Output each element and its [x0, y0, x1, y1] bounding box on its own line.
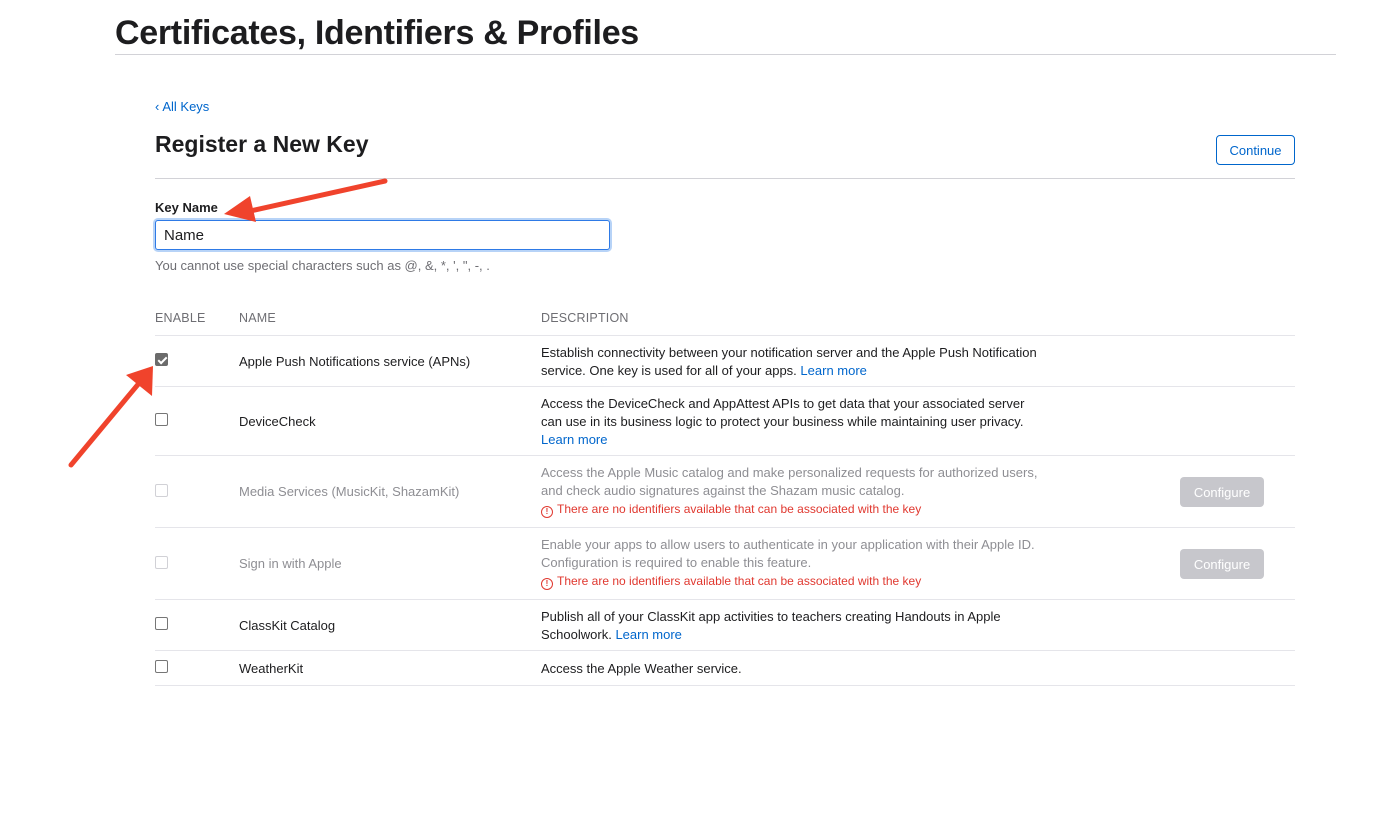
- row-divider: [155, 650, 1295, 651]
- page-title: Certificates, Identifiers & Profiles: [115, 14, 639, 52]
- section-title: Register a New Key: [155, 131, 369, 157]
- all-keys-back-link[interactable]: [155, 99, 209, 114]
- service-description: Publish all of your ClassKit app activities to teachers creating Handouts in Apple Schoolwork. Learn more: [541, 609, 1001, 642]
- service-description: Access the Apple Music catalog and make personalized requests for authorized users, and check audio signatures against the Shazam music catalog.: [541, 465, 1038, 498]
- service-name: Apple Push Notifications service (APNs): [239, 354, 471, 369]
- row-divider: [155, 685, 1295, 686]
- column-header-enable: ENABLE: [155, 311, 206, 325]
- service-name: Media Services (MusicKit, ShazamKit): [239, 484, 460, 499]
- enable-checkbox-classkit[interactable]: [155, 617, 168, 630]
- column-header-description: DESCRIPTION: [541, 311, 629, 325]
- enable-checkbox-media-services: [155, 484, 168, 497]
- configure-button-media-services[interactable]: Configure: [1180, 477, 1264, 507]
- title-divider: [115, 54, 1336, 55]
- red-arrow-icon: [224, 181, 385, 222]
- learn-more-link[interactable]: Learn more: [541, 432, 608, 447]
- enable-checkbox-sign-in-with-apple: [155, 556, 168, 569]
- all-keys-link-label: All Keys: [162, 99, 210, 114]
- row-divider: [155, 599, 1295, 600]
- service-name: Sign in with Apple: [239, 556, 342, 571]
- enable-checkbox-apns[interactable]: [155, 353, 168, 366]
- service-name: WeatherKit: [239, 661, 304, 676]
- table-divider: [155, 335, 1295, 336]
- exclamation-circle-icon: !: [541, 506, 553, 518]
- row-divider: [155, 455, 1295, 456]
- service-description: Establish connectivity between your notification server and the Apple Push Notification service. One key is used for all of your apps. Learn more: [541, 345, 1037, 378]
- chevron-left-icon: ‹: [155, 99, 160, 114]
- key-name-input[interactable]: [155, 220, 610, 250]
- red-arrow-icon: [71, 366, 153, 465]
- continue-button[interactable]: Continue: [1216, 135, 1295, 165]
- exclamation-circle-icon: !: [541, 578, 553, 590]
- service-description: Enable your apps to allow users to authenticate in your application with their Apple ID. Configuration is required to enable this feature.: [541, 537, 1035, 570]
- enable-checkbox-devicecheck[interactable]: [155, 413, 168, 426]
- row-divider: [155, 527, 1295, 528]
- service-description: Access the Apple Weather service.: [541, 661, 742, 676]
- row-divider: [155, 386, 1295, 387]
- key-name-hint: You cannot use special characters such as @, &, *, ', ", -, .: [155, 258, 490, 273]
- key-name-label: Key Name: [155, 200, 218, 215]
- service-description: Access the DeviceCheck and AppAttest APIs to get data that your associated server can use in its business logic to protect your business while maintaining user privacy. Learn more: [541, 396, 1025, 447]
- learn-more-link[interactable]: Learn more: [800, 363, 867, 378]
- service-name: DeviceCheck: [239, 414, 316, 429]
- enable-checkbox-weatherkit[interactable]: [155, 660, 168, 673]
- service-name: ClassKit Catalog: [239, 618, 336, 633]
- column-header-name: NAME: [239, 311, 276, 325]
- no-identifiers-warning: ! There are no identifiers available that can be associated with the key: [541, 502, 921, 518]
- no-identifiers-warning: ! There are no identifiers available that can be associated with the key: [541, 574, 921, 590]
- configure-button-sign-in-with-apple[interactable]: Configure: [1180, 549, 1264, 579]
- section-divider: [155, 178, 1295, 179]
- learn-more-link[interactable]: Learn more: [615, 627, 682, 642]
